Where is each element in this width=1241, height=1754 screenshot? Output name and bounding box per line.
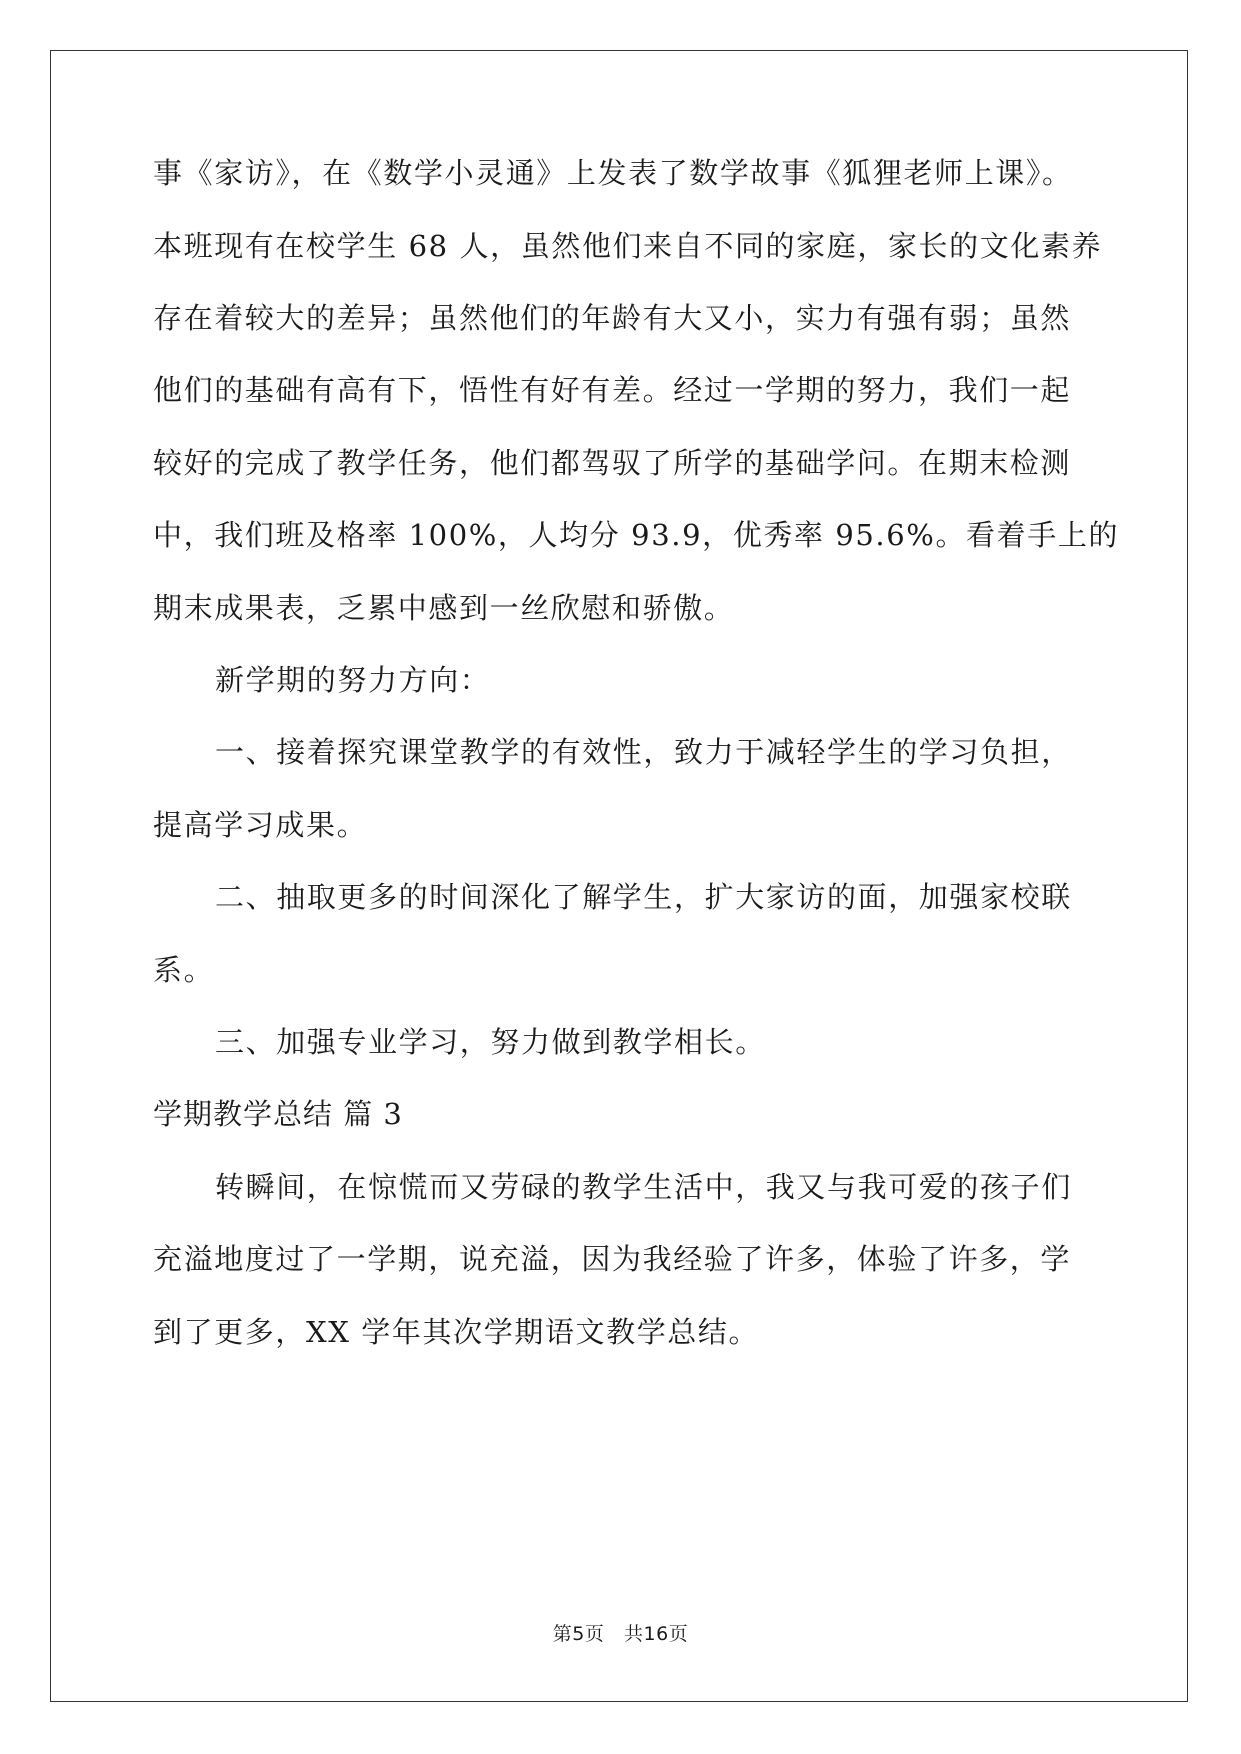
current-page-number: 5 [572,1623,585,1645]
section-heading: 新学期的努力方向： [215,663,491,697]
text-line: 一、接着探究课堂教学的有效性，致力于减轻学生的学习负担， [215,735,1072,769]
text-line: 提高学习成果。 [153,808,368,842]
text-line: 二、抽取更多的时间深化了解学生，扩大家访的面，加强家校联 [215,880,1072,914]
text-line: 事《家访》，在《数学小灵通》上发表了数学故事《狐狸老师上课》。 [153,156,1073,190]
article-title: 学期教学总结 篇 3 [153,1097,403,1131]
text-line: 较好的完成了教学任务，他们都驾驭了所学的基础学问。在期末检测 [153,446,1072,480]
text-line: 他们的基础有高有下，悟性有好有差。经过一学期的努力，我们一起 [153,373,1072,407]
text-line: 本班现有在校学生 68 人，虽然他们来自不同的家庭，家长的文化素养 [153,229,1103,263]
text-line: 到了更多，XX 学年其次学期语文教学总结。 [153,1315,760,1349]
text-line: 存在着较大的差异；虽然他们的年龄有大又小，实力有强有弱；虽然 [153,301,1072,335]
footer-prefix: 第 [552,1623,573,1645]
total-pages-number: 16 [643,1623,669,1645]
text-line: 中，我们班及格率 100%，人均分 93.9，优秀率 95.6%。看着手上的 [153,518,1120,552]
footer-suffix: 页 [668,1623,689,1645]
text-line: 期末成果表，乏累中感到一丝欣慰和骄傲。 [153,591,735,625]
text-line: 转瞬间，在惊慌而又劳碌的教学生活中，我又与我可爱的孩子们 [215,1170,1072,1204]
text-line: 充溢地度过了一学期，说充溢，因为我经验了许多，体验了许多，学 [153,1242,1072,1276]
footer-mid: 页 共 [584,1623,644,1645]
page-footer [0,1622,1241,1646]
text-line: 系。 [153,953,215,987]
text-line: 三、加强专业学习，努力做到教学相长。 [215,1025,766,1059]
